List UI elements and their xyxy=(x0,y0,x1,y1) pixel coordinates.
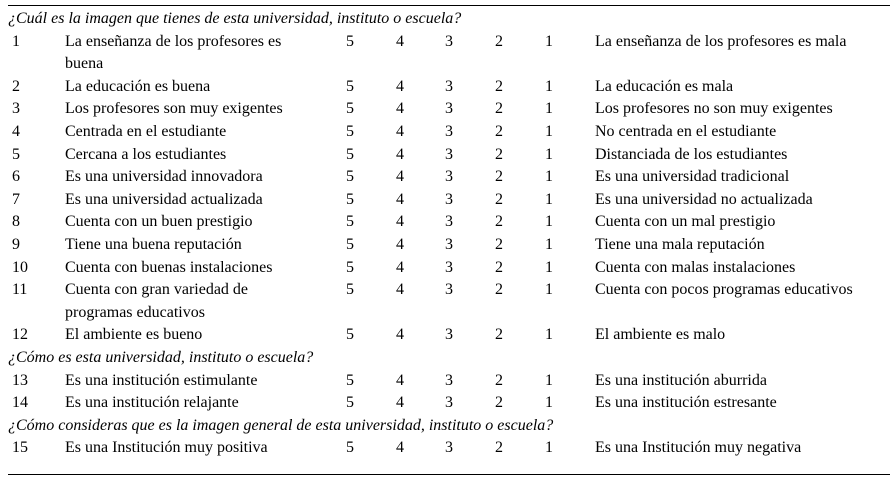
item-number: 7 xyxy=(12,190,20,208)
bottom-rule xyxy=(8,474,890,475)
item-number: 12 xyxy=(12,326,28,344)
scale-value-5: 5 xyxy=(346,236,354,253)
scale-value-1: 1 xyxy=(545,123,553,140)
item-number: 6 xyxy=(12,168,20,186)
scale-value-5: 5 xyxy=(346,190,354,208)
scale-value-5: 5 xyxy=(346,145,354,163)
scale-value-3: 3 xyxy=(445,32,453,50)
negative-descriptor: Cuenta con pocos programas educativos xyxy=(595,281,853,299)
positive-descriptor: buena xyxy=(65,55,104,73)
scale-value-5: 5 xyxy=(346,100,354,118)
negative-descriptor: Es una universidad tradicional xyxy=(595,168,790,186)
scale-value-2: 2 xyxy=(495,326,503,344)
negative-descriptor: Cuenta con malas instalaciones xyxy=(595,258,796,276)
scale-value-4: 4 xyxy=(396,100,404,118)
item-number: 11 xyxy=(12,281,28,299)
scale-value-3: 3 xyxy=(445,77,453,95)
negative-descriptor: No centrada en el estudiante xyxy=(595,123,777,140)
scale-value-2: 2 xyxy=(495,190,503,208)
scale-value-1: 1 xyxy=(545,213,553,231)
positive-descriptor: Cuenta con gran variedad de xyxy=(65,281,249,299)
item-number: 9 xyxy=(12,236,20,253)
positive-descriptor: Cuenta con buenas instalaciones xyxy=(65,258,273,276)
scale-value-4: 4 xyxy=(396,281,404,299)
positive-descriptor: Tiene una buena reputación xyxy=(65,236,242,253)
item-number: 10 xyxy=(12,258,28,276)
scale-value-2: 2 xyxy=(495,32,503,50)
positive-descriptor: Es una universidad innovadora xyxy=(65,168,263,186)
negative-descriptor: Es una Institución muy negativa xyxy=(595,439,802,457)
scale-value-3: 3 xyxy=(445,236,453,253)
item-number: 1 xyxy=(12,32,20,50)
scale-value-3: 3 xyxy=(445,213,453,231)
scale-value-4: 4 xyxy=(396,258,404,276)
scale-value-3: 3 xyxy=(445,100,453,118)
scale-value-5: 5 xyxy=(346,77,354,95)
item-number: 5 xyxy=(12,145,20,163)
scale-value-4: 4 xyxy=(396,168,404,186)
section-question: ¿Cómo consideras que es la imagen general de esta universidad, instituto o escuela? xyxy=(8,416,554,434)
scale-value-5: 5 xyxy=(346,326,354,344)
positive-descriptor: Es una institución estimulante xyxy=(65,371,258,389)
scale-value-3: 3 xyxy=(445,168,453,186)
item-number: 14 xyxy=(12,394,28,412)
negative-descriptor: Es una institución estresante xyxy=(595,394,777,412)
item-number: 4 xyxy=(12,123,20,140)
scale-value-3: 3 xyxy=(445,281,453,299)
scale-value-4: 4 xyxy=(396,32,404,50)
scale-value-5: 5 xyxy=(346,168,354,186)
negative-descriptor: La enseñanza de los profesores es mala xyxy=(595,32,847,50)
scale-value-4: 4 xyxy=(396,77,404,95)
scale-value-4: 4 xyxy=(396,371,404,389)
positive-descriptor: Es una institución relajante xyxy=(65,394,239,412)
item-number: 13 xyxy=(12,371,28,389)
scale-value-2: 2 xyxy=(495,213,503,231)
scale-value-3: 3 xyxy=(445,145,453,163)
positive-descriptor: Es una Institución muy positiva xyxy=(65,439,268,457)
scale-value-4: 4 xyxy=(396,439,404,457)
scale-value-3: 3 xyxy=(445,258,453,276)
scale-value-1: 1 xyxy=(545,190,553,208)
scale-value-4: 4 xyxy=(396,213,404,231)
scale-value-4: 4 xyxy=(396,145,404,163)
section-question: ¿Cuál es la imagen que tienes de esta universidad, instituto o escuela? xyxy=(8,10,462,27)
negative-descriptor: Los profesores no son muy exigentes xyxy=(595,100,833,118)
item-number: 15 xyxy=(12,439,28,457)
scale-value-1: 1 xyxy=(545,439,553,457)
scale-value-3: 3 xyxy=(445,439,453,457)
scale-value-1: 1 xyxy=(545,77,553,95)
positive-descriptor: El ambiente es bueno xyxy=(65,326,203,344)
negative-descriptor: Tiene una mala reputación xyxy=(595,236,765,253)
scale-value-1: 1 xyxy=(545,236,553,253)
top-rule xyxy=(8,5,890,6)
scale-value-5: 5 xyxy=(346,123,354,140)
positive-descriptor: Cercana a los estudiantes xyxy=(65,145,227,163)
scale-value-1: 1 xyxy=(545,168,553,186)
scale-value-1: 1 xyxy=(545,394,553,412)
scale-value-4: 4 xyxy=(396,394,404,412)
negative-descriptor: Es una institución aburrida xyxy=(595,371,767,389)
scale-value-5: 5 xyxy=(346,258,354,276)
positive-descriptor: La educación es buena xyxy=(65,77,211,95)
scale-value-5: 5 xyxy=(346,281,354,299)
scale-value-2: 2 xyxy=(495,281,503,299)
scale-value-1: 1 xyxy=(545,145,553,163)
scale-value-4: 4 xyxy=(396,123,404,140)
positive-descriptor: Los profesores son muy exigentes xyxy=(65,100,283,118)
negative-descriptor: Es una universidad no actualizada xyxy=(595,190,813,208)
scale-value-3: 3 xyxy=(445,394,453,412)
item-number: 3 xyxy=(12,100,20,118)
positive-descriptor: Es una universidad actualizada xyxy=(65,190,263,208)
scale-value-2: 2 xyxy=(495,394,503,412)
scale-value-5: 5 xyxy=(346,439,354,457)
positive-descriptor: Centrada en el estudiante xyxy=(65,123,227,140)
scale-value-2: 2 xyxy=(495,439,503,457)
positive-descriptor: La enseñanza de los profesores es xyxy=(65,32,282,50)
scale-value-5: 5 xyxy=(346,394,354,412)
scale-value-1: 1 xyxy=(545,281,553,299)
scale-value-2: 2 xyxy=(495,168,503,186)
scale-value-4: 4 xyxy=(396,326,404,344)
scale-value-3: 3 xyxy=(445,371,453,389)
section-question: ¿Cómo es esta universidad, instituto o escuela? xyxy=(8,349,314,366)
scale-value-2: 2 xyxy=(495,258,503,276)
negative-descriptor: La educación es mala xyxy=(595,77,734,95)
scale-value-5: 5 xyxy=(346,371,354,389)
positive-descriptor: Cuenta con un buen prestigio xyxy=(65,213,253,231)
scale-value-1: 1 xyxy=(545,100,553,118)
scale-value-2: 2 xyxy=(495,236,503,253)
scale-value-1: 1 xyxy=(545,371,553,389)
scale-value-4: 4 xyxy=(396,190,404,208)
scale-value-1: 1 xyxy=(545,32,553,50)
scale-value-2: 2 xyxy=(495,77,503,95)
scale-value-3: 3 xyxy=(445,326,453,344)
scale-value-1: 1 xyxy=(545,326,553,344)
scale-value-5: 5 xyxy=(346,32,354,50)
item-number: 2 xyxy=(12,77,20,95)
negative-descriptor: Distanciada de los estudiantes xyxy=(595,145,788,163)
scale-value-5: 5 xyxy=(346,213,354,231)
scale-value-3: 3 xyxy=(445,190,453,208)
scale-value-2: 2 xyxy=(495,145,503,163)
scale-value-2: 2 xyxy=(495,123,503,140)
scale-value-3: 3 xyxy=(445,123,453,140)
negative-descriptor: El ambiente es malo xyxy=(595,326,726,344)
negative-descriptor: Cuenta con un mal prestigio xyxy=(595,213,776,231)
scale-value-1: 1 xyxy=(545,258,553,276)
scale-value-2: 2 xyxy=(495,371,503,389)
positive-descriptor: programas educativos xyxy=(65,303,205,321)
item-number: 8 xyxy=(12,213,20,231)
scale-value-4: 4 xyxy=(396,236,404,253)
scale-value-2: 2 xyxy=(495,100,503,118)
